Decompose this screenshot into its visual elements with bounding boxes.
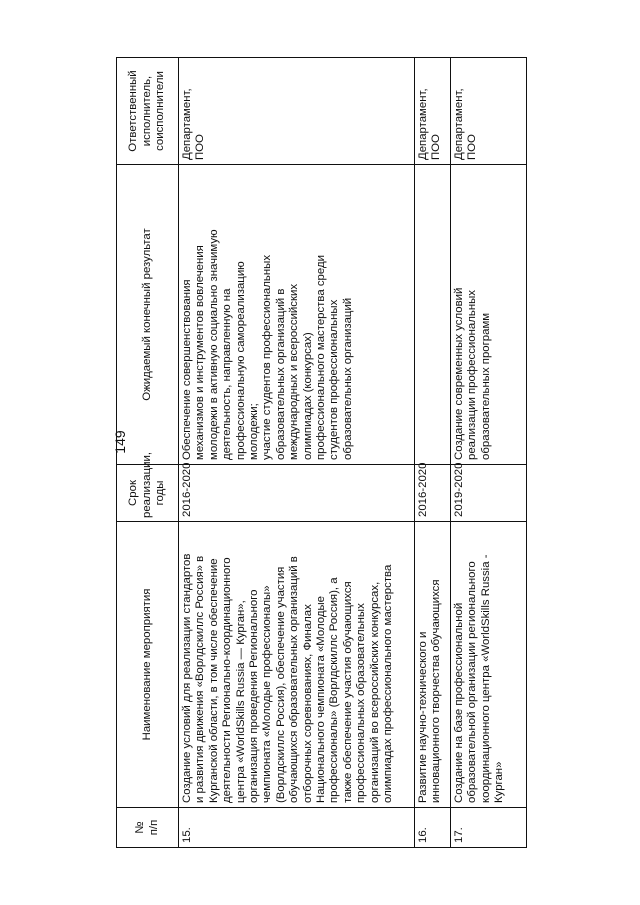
row-number: 17. (451, 808, 527, 848)
table-rotated-container (116, 58, 526, 848)
row-responsible: Департамент, ПОО (415, 58, 451, 165)
row-responsible: Департамент, ПОО (451, 58, 527, 165)
table-row (179, 58, 415, 848)
row-term: 2016-2020 (415, 465, 451, 522)
row-term: 2016-2020 (179, 465, 415, 522)
row-number: 16. (415, 808, 451, 848)
header-term: Срок реализации, годы (117, 465, 179, 522)
row-responsible: Департамент, ПОО (179, 58, 415, 165)
header-name: Наименование мероприятия (117, 522, 179, 808)
row-term: 2019-2020 (451, 465, 527, 522)
row-number: 15. (179, 808, 415, 848)
row-activity-name: Развитие научно-технического и инновационного творчества обучающихся (415, 522, 451, 808)
row-expected-result: Создание современных условий реализации профессиональных образовательных программ (451, 165, 527, 465)
header-result: Ожидаемый конечный результат (117, 165, 179, 465)
row-activity-name: Создание условий для реализации стандартов и развития движения «Ворлдскиллс Россия» в Курганской области, в том числе обеспечение деятельности Регионально-координационного центра «WorldSkills Russia — Курган», организация проведения Регионального чемпионата «Молодые профессионалы» (Ворлдскиллс Россия), обеспечение участия обучающихся образовательных организаций в отборочных соревнованиях, Финалах Национального чемпионата «Молодые профессионалы» (Ворлдскиллс Россия), а также обеспечение участия обучающихся профессиональных образовательных организаций во всероссийских конкурсах, олимпиадах профессионального мастерства (179, 522, 415, 808)
table-row (451, 58, 527, 848)
header-num: № п/п (117, 808, 179, 848)
table-row (415, 58, 451, 848)
plan-table (116, 57, 527, 848)
row-expected-result: Обеспечение совершенствования механизмов и инструментов вовлечения молодежи в активную социально значимую деятельность, направленную на профессиональную самореализацию молодежи; участие студентов профессиональных образовательных организаций в международных и всероссийских олимпиадах (конкурсах) профессионального мастерства среди студентов профессиональных образовательных организаций (179, 165, 415, 465)
row-expected-result (415, 165, 451, 465)
table-header-row (117, 58, 179, 848)
header-responsible: Ответственный исполнитель, соисполнители (117, 58, 179, 165)
row-activity-name: Создание на базе профессиональной образовательной организации регионального координационного центра «WorldSkills Russia - Курган» (451, 522, 527, 808)
page-number: 149 (112, 430, 128, 454)
